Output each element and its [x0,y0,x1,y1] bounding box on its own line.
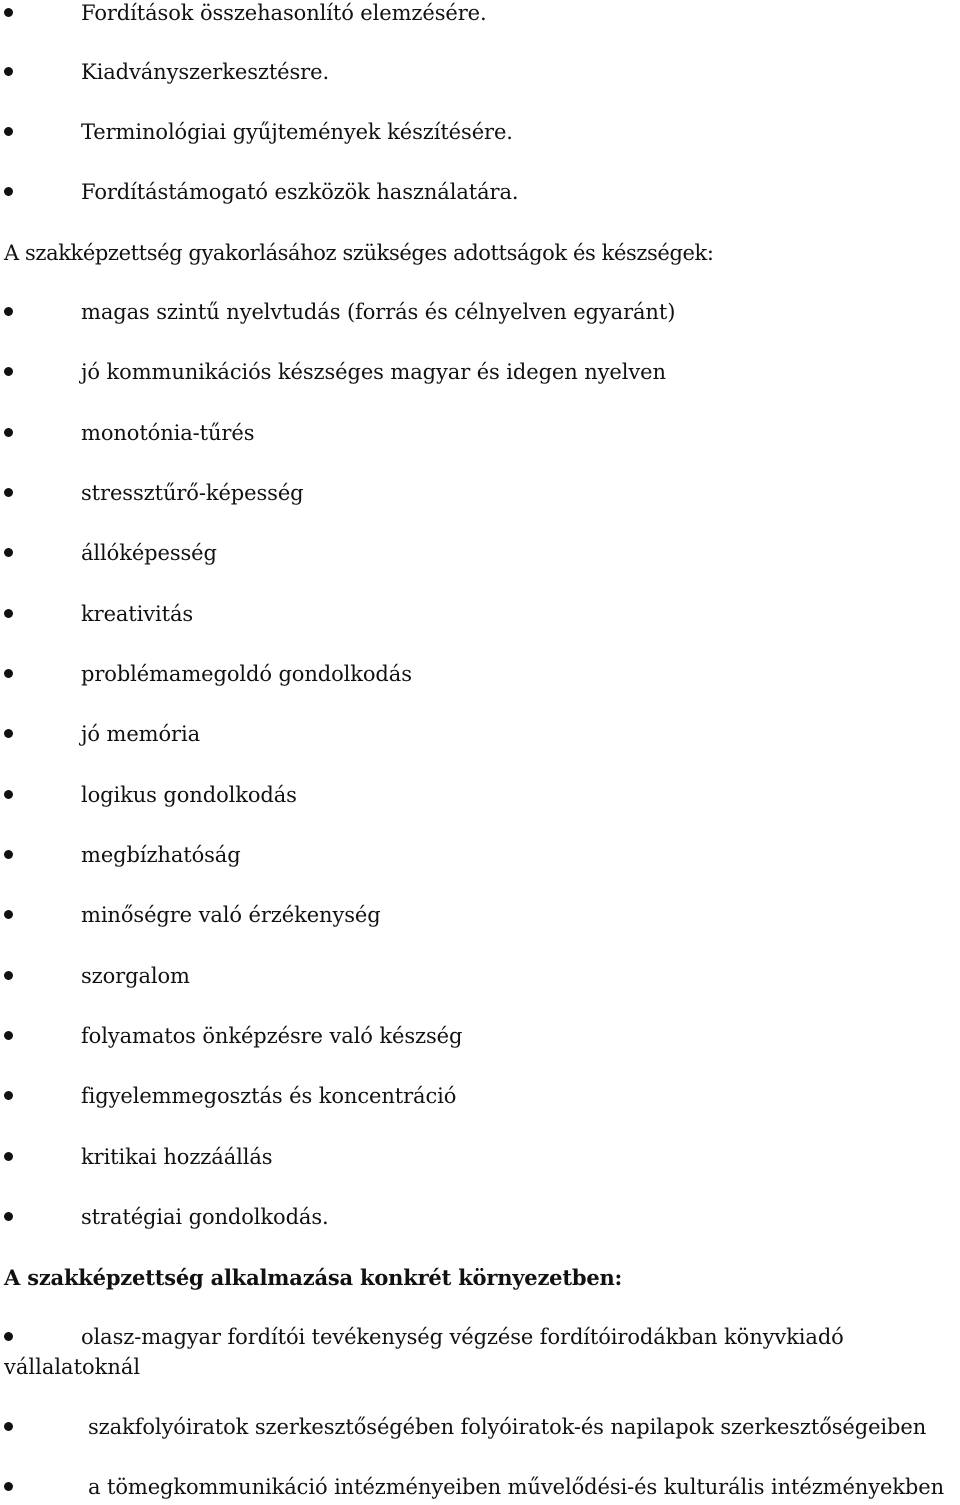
list-item-text: jó kommunikációs készséges magyar és idegen nyelven [81,360,666,384]
bullet-icon [4,609,13,618]
list-item [0,963,960,993]
bullet-icon [4,67,13,76]
list-item-text: olasz-magyar fordítói tevékenység végzése fordítóirodákban könyvkiadó [81,1325,844,1349]
bullet-icon [4,428,13,437]
bullet-icon [4,307,13,316]
list-item [0,1414,960,1444]
bullet-icon [4,548,13,557]
list-item-text: szakfolyóiratok szerkesztőségében folyóiratok-és napilapok szerkesztőségeiben [88,1415,927,1439]
bullet-icon [4,488,13,497]
list-item [0,299,960,329]
list-item [0,601,960,631]
bullet-icon [4,669,13,678]
list-item [0,119,960,149]
list-item-text: folyamatos önképzésre való készség [81,1024,463,1048]
list-item [0,1204,960,1234]
bullet-icon [4,367,13,376]
list-item-text: Terminológiai gyűjtemények készítésére. [81,120,513,144]
bullet-icon [4,850,13,859]
list-item [0,1023,960,1053]
list-item-text: jó memória [81,722,201,746]
list-item [0,179,960,209]
list-item [0,661,960,691]
list-item-text: problémamegoldó gondolkodás [81,662,412,686]
bullet-icon [4,8,13,17]
section-heading: A szakképzettség gyakorlásához szükséges adottságok és készségek: [4,241,714,265]
bullet-icon [4,910,13,919]
list-item-text: stratégiai gondolkodás. [81,1205,329,1229]
list-item-text: Fordítások összehasonlító elemzésére. [81,1,487,25]
list-item-text: Fordítástámogató eszközök használatára. [81,180,519,204]
bullet-icon [4,187,13,196]
bullet-icon [4,729,13,738]
list-item-text: kritikai hozzáállás [81,1145,273,1169]
bullet-icon [4,1152,13,1161]
list-item [0,1474,960,1504]
bullet-icon [4,790,13,799]
bullet-icon [4,1091,13,1100]
list-item [0,902,960,932]
list-item-text: stressztűrő-képesség [81,481,304,505]
list-item-text: minőségre való érzékenység [81,903,381,927]
list-item [0,842,960,872]
bullet-icon [4,971,13,980]
list-item [0,1083,960,1113]
list-item-text: kreativitás [81,602,194,626]
list-item [0,721,960,751]
list-item [0,540,960,570]
list-item-text: figyelemmegosztás és koncentráció [81,1084,457,1108]
bullet-icon [4,1031,13,1040]
bullet-icon [4,1212,13,1221]
list-item [0,0,960,30]
list-item [0,1324,960,1354]
list-item-text: megbízhatóság [81,843,241,867]
list-item-text: a tömegkommunikáció intézményeiben művelődési-és kulturális intézményekben [88,1475,945,1499]
list-item-text: Kiadványszerkesztésre. [81,60,330,84]
list-item [0,359,960,389]
list-item [0,782,960,812]
list-item-text: szorgalom [81,964,190,988]
section-heading: A szakképzettség alkalmazása konkrét környezetben: [4,1265,623,1290]
list-item-text: állóképesség [81,541,217,565]
list-item-text: logikus gondolkodás [81,783,297,807]
bullet-icon [4,1332,13,1341]
list-item-text: magas szintű nyelvtudás (forrás és célnyelven egyaránt) [81,300,676,324]
bullet-icon [4,127,13,136]
list-item [0,1144,960,1174]
list-item [0,480,960,510]
list-item-text: monotónia-tűrés [81,421,255,445]
list-item [0,420,960,450]
bullet-icon [4,1422,13,1431]
list-item [0,59,960,89]
list-item-continuation: vállalatoknál [4,1355,141,1379]
bullet-icon [4,1482,13,1491]
